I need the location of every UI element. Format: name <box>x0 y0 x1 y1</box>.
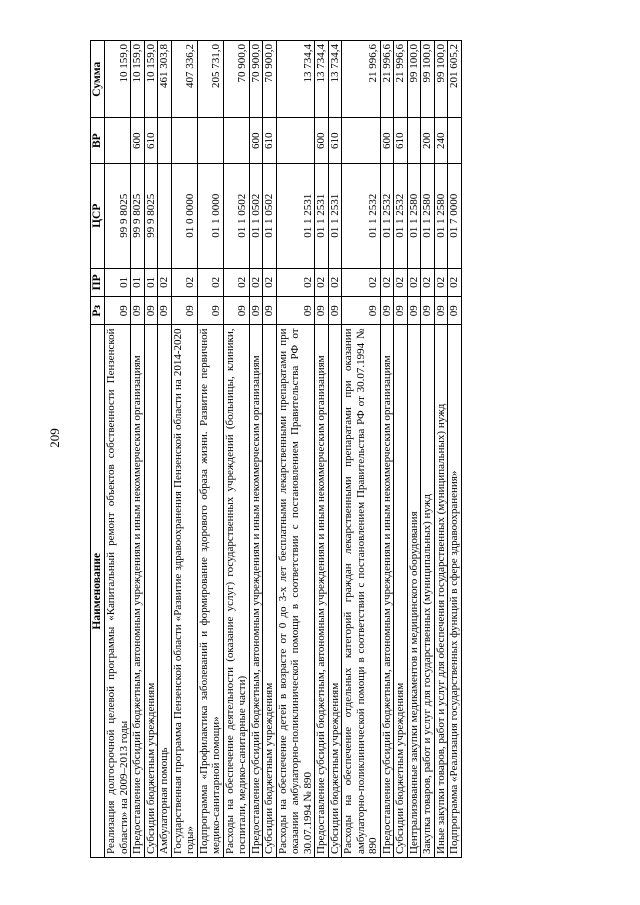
table-cell-rz: 09 <box>434 297 448 325</box>
table-cell-rz: 09 <box>407 297 421 325</box>
table-cell-pr: 02 <box>315 268 329 296</box>
table-cell-vr: 600 <box>380 118 394 164</box>
table-cell-vr: 600 <box>315 118 329 164</box>
table-cell-name: Предоставление субсидий бюджетным, автономным учреждениям и иным некоммерческим организациям <box>315 325 329 858</box>
table-cell-rz: 09 <box>263 297 277 325</box>
table-cell-name: Расходы на обеспечение детей в возрасте от 0 до 3-х лет бесплатными лекарственными препаратами при оказании амбулаторно-поликлинической помощи в соответствии с постановлением Правительства РФ от 30.07.1994 № 890 <box>276 325 315 858</box>
table-row <box>407 41 421 858</box>
table-cell-sum: 201 605,2 <box>448 41 462 118</box>
table-cell-vr <box>158 118 172 164</box>
table-cell-sum: 407 336,2 <box>171 41 197 118</box>
table-cell-pr: 01 <box>131 268 145 296</box>
table-cell-vr: 600 <box>131 118 145 164</box>
table-row <box>380 41 394 858</box>
table-cell-sum: 13 734,4 <box>276 41 315 118</box>
table-cell-pr: 02 <box>394 268 408 296</box>
header-name: Наименование <box>91 325 105 858</box>
table-cell-sum: 13 734,4 <box>315 41 329 118</box>
table-cell-rz: 09 <box>342 297 381 325</box>
table-cell-csr: 01 1 0502 <box>263 163 277 268</box>
table-cell-name: Предоставление субсидий бюджетным, автономным учреждениям и иным некоммерческим организациям <box>131 325 145 858</box>
table-row <box>105 41 131 858</box>
table-cell-csr: 01 1 2531 <box>328 163 342 268</box>
table-row <box>394 41 408 858</box>
table-cell-rz: 09 <box>315 297 329 325</box>
table-cell-rz: 09 <box>105 297 131 325</box>
table-cell-csr: 01 0 0000 <box>171 163 197 268</box>
table-cell-csr: 01 1 2531 <box>276 163 315 268</box>
budget-table-rotated <box>90 40 560 858</box>
table-header-row <box>91 41 105 858</box>
table-cell-pr: 02 <box>421 268 435 296</box>
table-cell-sum: 10 159,0 <box>144 41 158 118</box>
table-cell-pr: 02 <box>263 268 277 296</box>
table-cell-rz: 09 <box>131 297 145 325</box>
table-cell-vr <box>223 118 249 164</box>
table-row <box>434 41 448 858</box>
table-row <box>448 41 462 858</box>
table-cell-csr: 01 1 0502 <box>249 163 263 268</box>
header-rz: Рз <box>91 297 105 325</box>
table-cell-rz: 09 <box>171 297 197 325</box>
table-cell-rz: 09 <box>197 297 223 325</box>
table-cell-name: Расходы на обеспечение деятельности (оказание услуг) государственных учреждений (больницы, клиники, госпитали, медико-санитарные части) <box>223 325 249 858</box>
table-row <box>171 41 197 858</box>
table-cell-pr: 02 <box>158 268 172 296</box>
table-cell-sum: 10 159,0 <box>105 41 131 118</box>
table-row <box>315 41 329 858</box>
table-cell-csr: 01 1 2580 <box>434 163 448 268</box>
budget-table <box>90 40 462 858</box>
table-cell-name: Централизованные закупки медикаментов и медицинского оборудования <box>407 325 421 858</box>
table-row <box>263 41 277 858</box>
table-cell-name: Амбулаторная помощь <box>158 325 172 858</box>
table-cell-csr: 99 9 8025 <box>144 163 158 268</box>
table-cell-rz: 09 <box>421 297 435 325</box>
table-cell-rz: 09 <box>249 297 263 325</box>
table-cell-pr: 02 <box>171 268 197 296</box>
table-cell-sum: 70 900,0 <box>249 41 263 118</box>
table-cell-vr <box>171 118 197 164</box>
table-cell-name: Предоставление субсидий бюджетным, автономным учреждениям и иным некоммерческим организациям <box>249 325 263 858</box>
table-cell-vr: 240 <box>434 118 448 164</box>
table-row <box>276 41 315 858</box>
table-row <box>197 41 223 858</box>
table-row <box>158 41 172 858</box>
table-cell-vr: 610 <box>263 118 277 164</box>
table-cell-vr <box>197 118 223 164</box>
table-cell-name: Расходы на обеспечение отдельных категорий граждан лекарственными препаратами при оказании амбулаторно-поликлинической помощи в соответствии с постановлением Правительства РФ от 30.07.1994 № 890 <box>342 325 381 858</box>
table-cell-pr: 02 <box>249 268 263 296</box>
table-cell-vr: 600 <box>249 118 263 164</box>
table-cell-vr <box>448 118 462 164</box>
table-cell-sum: 99 100,0 <box>421 41 435 118</box>
table-row <box>144 41 158 858</box>
table-cell-pr: 02 <box>407 268 421 296</box>
table-cell-vr <box>105 118 131 164</box>
table-cell-csr: 01 1 2580 <box>421 163 435 268</box>
table-row <box>131 41 145 858</box>
table-cell-csr: 01 1 2580 <box>407 163 421 268</box>
table-cell-name: Субсидии бюджетным учреждениям <box>394 325 408 858</box>
table-cell-csr: 99 9 8025 <box>105 163 131 268</box>
table-cell-pr: 02 <box>342 268 381 296</box>
table-cell-pr: 01 <box>144 268 158 296</box>
table-cell-sum: 13 734,4 <box>328 41 342 118</box>
table-cell-csr: 01 1 0502 <box>223 163 249 268</box>
table-cell-pr: 02 <box>448 268 462 296</box>
table-cell-sum: 99 100,0 <box>407 41 421 118</box>
table-cell-csr: 99 9 8025 <box>131 163 145 268</box>
table-cell-rz: 09 <box>158 297 172 325</box>
table-cell-name: Предоставление субсидий бюджетным, автономным учреждениям и иным некоммерческим организациям <box>380 325 394 858</box>
table-cell-csr: 01 1 2531 <box>315 163 329 268</box>
table-cell-vr: 610 <box>144 118 158 164</box>
table-cell-vr <box>276 118 315 164</box>
table-cell-vr: 610 <box>394 118 408 164</box>
table-cell-name: Подпрограмма «Реализация государственных функций в сфере здравоохранения» <box>448 325 462 858</box>
table-cell-name: Субсидии бюджетным учреждениям <box>144 325 158 858</box>
table-cell-vr <box>342 118 381 164</box>
table-cell-vr <box>407 118 421 164</box>
table-cell-name: Закупка товаров, работ и услуг для государственных (муниципальных) нужд <box>421 325 435 858</box>
table-cell-vr: 200 <box>421 118 435 164</box>
header-vr: ВР <box>91 118 105 164</box>
table-cell-sum: 461 303,8 <box>158 41 172 118</box>
table-cell-vr: 610 <box>328 118 342 164</box>
table-cell-csr: 01 7 0000 <box>448 163 462 268</box>
table-cell-csr <box>158 163 172 268</box>
table-cell-pr: 02 <box>197 268 223 296</box>
table-row <box>249 41 263 858</box>
header-pr: ПР <box>91 268 105 296</box>
table-cell-csr: 01 1 2532 <box>380 163 394 268</box>
table-cell-sum: 205 731,0 <box>197 41 223 118</box>
table-cell-name: Субсидии бюджетным учреждениям <box>328 325 342 858</box>
table-row <box>421 41 435 858</box>
table-cell-rz: 09 <box>144 297 158 325</box>
table-row <box>328 41 342 858</box>
table-cell-rz: 09 <box>328 297 342 325</box>
table-cell-pr: 02 <box>276 268 315 296</box>
table-cell-name: Подпрограмма «Профилактика заболеваний и формирование здорового образа жизни. Развитие первичной медико-санитарной помощи» <box>197 325 223 858</box>
table-cell-rz: 09 <box>276 297 315 325</box>
table-cell-sum: 70 900,0 <box>263 41 277 118</box>
header-csr: ЦСР <box>91 163 105 268</box>
table-cell-sum: 70 900,0 <box>223 41 249 118</box>
table-cell-csr: 01 1 2532 <box>342 163 381 268</box>
table-cell-pr: 02 <box>223 268 249 296</box>
table-cell-name: Субсидии бюджетным учреждениям <box>263 325 277 858</box>
header-sum: Сумма <box>91 41 105 118</box>
table-cell-csr: 01 1 0000 <box>197 163 223 268</box>
table-cell-pr: 02 <box>434 268 448 296</box>
table-cell-sum: 21 996,6 <box>342 41 381 118</box>
table-cell-csr: 01 1 2532 <box>394 163 408 268</box>
table-cell-rz: 09 <box>380 297 394 325</box>
table-cell-rz: 09 <box>394 297 408 325</box>
table-cell-sum: 21 996,6 <box>394 41 408 118</box>
table-cell-rz: 09 <box>448 297 462 325</box>
table-row <box>342 41 381 858</box>
table-cell-name: Реализация долгосрочной целевой программы «Капитальный ремонт объектов собственности Пензенской области» на 2009–2013 годы <box>105 325 131 858</box>
table-cell-pr: 01 <box>105 268 131 296</box>
table-cell-sum: 21 996,6 <box>380 41 394 118</box>
table-cell-pr: 02 <box>380 268 394 296</box>
page-number: 209 <box>47 428 62 448</box>
table-cell-sum: 10 159,0 <box>131 41 145 118</box>
table-cell-rz: 09 <box>223 297 249 325</box>
table-cell-pr: 02 <box>328 268 342 296</box>
table-cell-sum: 99 100,0 <box>434 41 448 118</box>
table-cell-name: Государственная программа Пензенской области «Развитие здравоохранения Пензенской области на 2014-2020 годы» <box>171 325 197 858</box>
table-cell-name: Иные закупки товаров, работ и услуг для обеспечения государственных (муниципальных) нужд <box>434 325 448 858</box>
table-row <box>223 41 249 858</box>
